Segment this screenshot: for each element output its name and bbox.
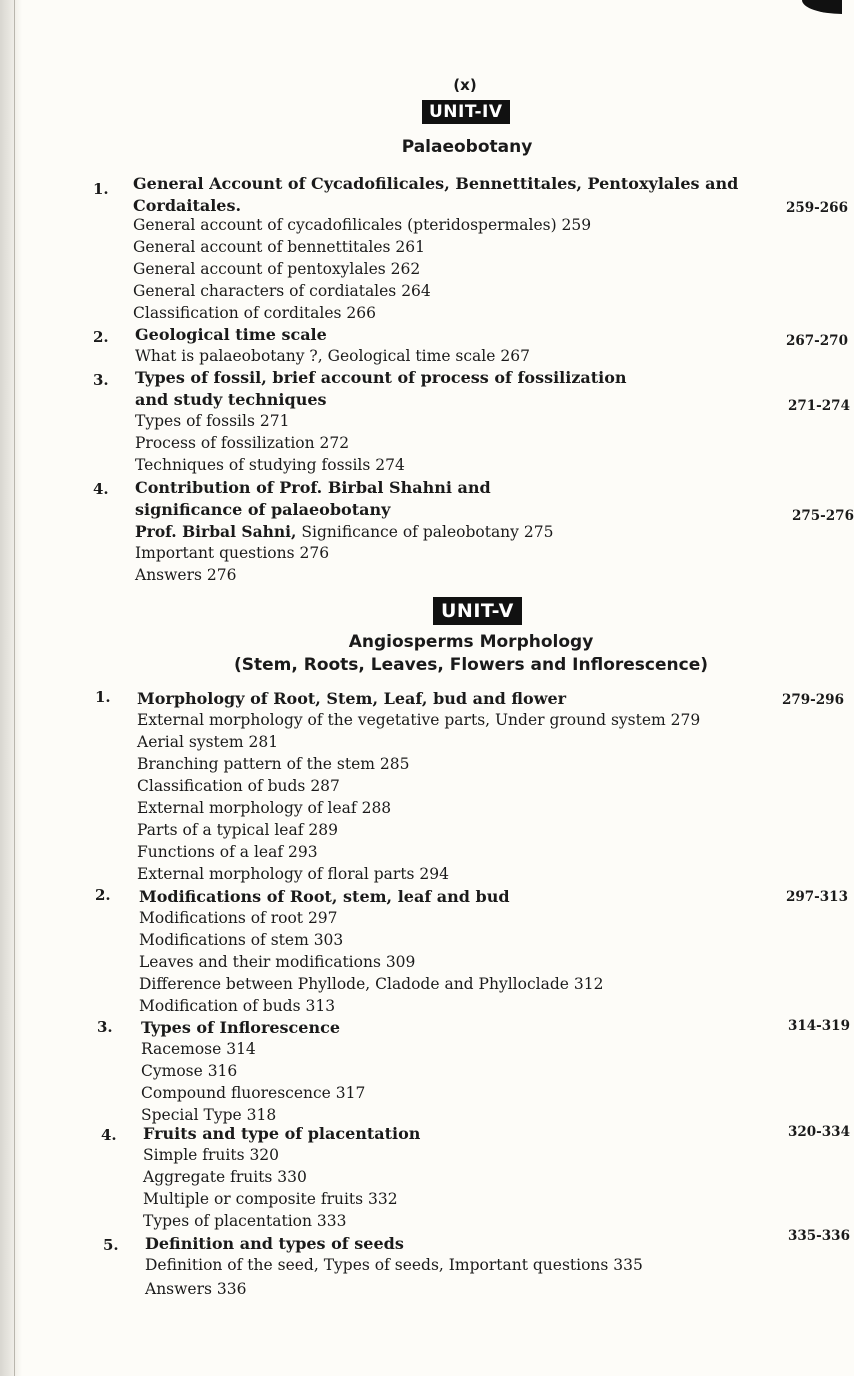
toc-entry: General account of pentoxylales 262 [133, 260, 421, 278]
item-number: 4. [93, 480, 109, 498]
toc-entry: Difference between Phyllode, Cladode and Phylloclade 312 [139, 975, 604, 993]
toc-entry-bold-lead [135, 522, 553, 541]
page-range: 320-334 [788, 1124, 850, 1140]
item-heading-cont: and study techniques [135, 390, 327, 409]
item-heading-cont: Cordaitales. [133, 196, 242, 215]
toc-entry: Leaves and their modifications 309 [139, 953, 416, 971]
item-number: 3. [93, 371, 109, 389]
toc-entry: Types of placentation 333 [143, 1212, 347, 1230]
item-heading: Fruits and type of placentation [143, 1124, 421, 1143]
item-heading: General Account of Cycadofilicales, Bennettitales, Pentoxylales and [133, 174, 739, 193]
toc-entry: Classification of buds 287 [137, 777, 340, 795]
item-number: 1. [93, 180, 109, 198]
page-number: (x) [453, 76, 477, 94]
page-range: 314-319 [788, 1018, 850, 1034]
item-heading: Geological time scale [135, 325, 327, 344]
toc-entry-rest: Significance of paleobotany 275 [296, 523, 554, 541]
toc-entry: Compound fluorescence 317 [141, 1084, 366, 1102]
toc-entry: Cymose 316 [141, 1062, 238, 1080]
toc-entry: External morphology of leaf 288 [137, 799, 392, 817]
toc-entry: Classification of corditales 266 [133, 304, 376, 322]
toc-entry: Types of fossils 271 [135, 412, 290, 430]
item-heading: Definition and types of seeds [145, 1234, 404, 1253]
toc-entry: What is palaeobotany ?, Geological time scale 267 [135, 347, 530, 365]
toc-entry: Modifications of root 297 [139, 909, 338, 927]
toc-entry: Parts of a typical leaf 289 [137, 821, 338, 839]
item-number: 4. [101, 1126, 117, 1144]
item-heading: Modifications of Root, stem, leaf and bud [139, 887, 510, 906]
page-range: 259-266 [786, 200, 848, 216]
unit-iv-badge: UNIT-IV [422, 100, 510, 124]
toc-entry: Functions of a leaf 293 [137, 843, 318, 861]
unit-v-subtitle: (Stem, Roots, Leaves, Flowers and Inflorescence) [233, 655, 709, 675]
item-number: 3. [97, 1018, 113, 1036]
page-binding-edge [0, 0, 22, 1376]
item-heading: Types of Inflorescence [141, 1018, 341, 1037]
toc-entry: Definition of the seed, Types of seeds, Important questions 335 [145, 1256, 643, 1274]
item-number: 5. [103, 1236, 119, 1254]
toc-entry: Process of fossilization 272 [135, 434, 350, 452]
item-heading: Morphology of Root, Stem, Leaf, bud and flower [137, 689, 567, 708]
toc-entry: Multiple or composite fruits 332 [143, 1190, 398, 1208]
page-corner-shadow [802, 0, 842, 14]
page-range: 335-336 [788, 1228, 850, 1244]
item-heading-cont: significance of palaeobotany [135, 500, 391, 519]
toc-entry: Special Type 318 [141, 1106, 277, 1124]
item-heading: Contribution of Prof. Birbal Shahni and [135, 478, 491, 497]
toc-entry: Racemose 314 [141, 1040, 256, 1058]
toc-entry: Aggregate fruits 330 [143, 1168, 307, 1186]
item-number: 2. [95, 886, 111, 904]
unit-v-badge: UNIT-V [433, 597, 522, 625]
page-range: 275-276 [792, 508, 854, 524]
toc-entry: Aerial system 281 [137, 733, 279, 751]
toc-entry: Answers 336 [145, 1280, 247, 1298]
toc-entry: Branching pattern of the stem 285 [137, 755, 410, 773]
unit-v-title: Angiosperms Morphology [348, 632, 594, 652]
toc-entry-bold: Prof. Birbal Sahni, [135, 522, 297, 541]
item-heading: Types of fossil, brief account of process of fossilization [135, 368, 627, 387]
item-number: 2. [93, 328, 109, 346]
toc-entry: Answers 276 [135, 566, 237, 584]
toc-entry: General characters of cordiatales 264 [133, 282, 431, 300]
toc-entry: Techniques of studying fossils 274 [135, 456, 405, 474]
unit-iv-title: Palaeobotany [401, 137, 533, 157]
toc-entry: External morphology of floral parts 294 [137, 865, 450, 883]
page-range: 297-313 [786, 889, 848, 905]
toc-entry: External morphology of the vegetative parts, Under ground system 279 [137, 711, 701, 729]
item-number: 1. [95, 688, 111, 706]
page-range: 271-274 [788, 398, 850, 414]
toc-entry: Important questions 276 [135, 544, 330, 562]
toc-entry: General account of cycadofilicales (pteridospermales) 259 [133, 216, 592, 234]
page-range: 279-296 [782, 692, 844, 708]
toc-entry: Simple fruits 320 [143, 1146, 280, 1164]
toc-entry: Modifications of stem 303 [139, 931, 344, 949]
toc-entry: General account of bennettitales 261 [133, 238, 426, 256]
page-range: 267-270 [786, 333, 848, 349]
toc-entry: Modification of buds 313 [139, 997, 336, 1015]
